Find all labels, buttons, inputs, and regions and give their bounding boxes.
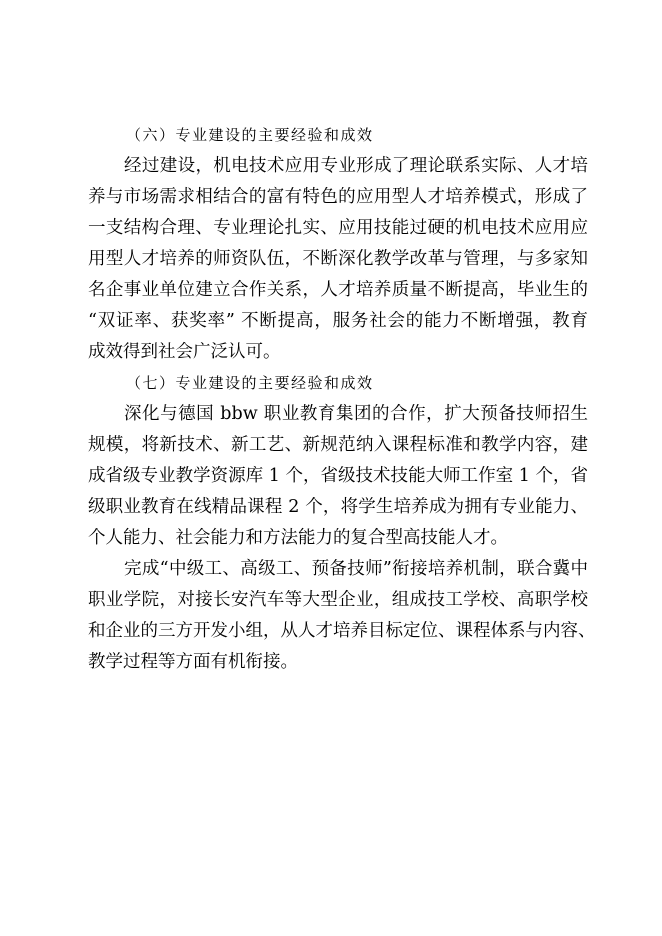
paragraph-line: 用型人才培养的师资队伍，不断深化教学改革与管理，与多家知 xyxy=(88,249,588,269)
paragraph-line: 成效得到社会广泛认可。 xyxy=(88,342,281,362)
paragraph-line: 一支结构合理、专业理论扎实、应用技能过硬的机电技术应用应 xyxy=(88,218,588,238)
paragraph-line: 养与市场需求相结合的富有特色的应用型人才培养模式，形成了 xyxy=(88,187,588,207)
section-7-paragraph-1 xyxy=(88,399,588,554)
section-7-paragraph-2 xyxy=(88,554,596,678)
paragraph-line: 深化与德国 bbw 职业教育集团的合作，扩大预备技师招生 xyxy=(124,404,588,424)
section-heading-6: （六）专业建设的主要经验和成效 xyxy=(126,126,374,144)
document-body xyxy=(88,120,596,678)
paragraph-line: 成省级专业教学资源库 1 个，省级技术技能大师工作室 1 个，省 xyxy=(88,466,588,486)
paragraph-line: 经过建设，机电技术应用专业形成了理论联系实际、人才培 xyxy=(124,156,588,176)
paragraph-line: 名企事业单位建立合作关系，人才培养质量不断提高，毕业生的 xyxy=(88,280,588,300)
section-6-paragraph xyxy=(88,151,588,368)
paragraph-line: 完成“中级工、高级工、预备技师”衔接培养机制，联合冀中 xyxy=(124,559,588,579)
paragraph-line: 教学过程等方面有机衔接。 xyxy=(88,652,298,672)
paragraph-line: 规模，将新技术、新工艺、新规范纳入课程标准和教学内容，建 xyxy=(88,435,588,455)
paragraph-line: 和企业的三方开发小组，从人才培养目标定位、课程体系与内容、 xyxy=(88,621,596,641)
paragraph-line: 级职业教育在线精品课程 2 个，将学生培养成为拥有专业能力、 xyxy=(88,497,588,517)
paragraph-line: 职业学院，对接长安汽车等大型企业，组成技工学校、高职学校 xyxy=(88,590,588,610)
paragraph-line: 个人能力、社会能力和方法能力的复合型高技能人才。 xyxy=(88,528,508,548)
paragraph-line: “双证率、获奖率” 不断提高，服务社会的能力不断增强，教育 xyxy=(88,311,588,331)
section-heading-7: （七）专业建设的主要经验和成效 xyxy=(126,374,374,392)
